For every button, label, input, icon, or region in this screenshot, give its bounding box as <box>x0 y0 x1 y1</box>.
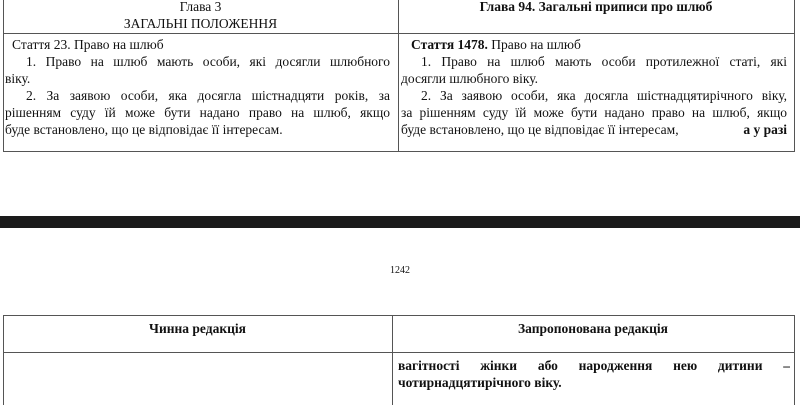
paragraph-bold-text: а у разі <box>743 122 787 137</box>
paragraph-line: буде встановлено, що це відповідає її інтересам. <box>5 122 283 137</box>
paragraph-line: 2. За заявою особи, яка досягла шістнадцяти років, за <box>26 88 390 103</box>
paragraph-line: рішенням суду їй може бути надано право на шлюб, якщо <box>5 105 390 120</box>
chapter-label: Глава 3 <box>179 0 222 14</box>
article-number: Стаття 1478. <box>411 37 488 52</box>
article-title: Право на шлюб <box>487 37 581 52</box>
chapter-title: Глава 94. Загальні приписи про шлюб <box>479 0 713 14</box>
paragraph-line: за рішенням суду їй може бути надано право на шлюб, якщо <box>401 105 787 120</box>
paragraph-line: досягли шлюбного віку. <box>401 71 538 86</box>
article-heading: Стаття 23. Право на шлюб <box>12 37 164 52</box>
paragraph-text: буде встановлено, що це відповідає її інтересам, <box>401 122 679 137</box>
table-header-rule <box>3 33 795 34</box>
paragraph-line: віку. <box>5 71 31 86</box>
page-number: 1242 <box>390 265 410 276</box>
paragraph-line <box>401 121 787 138</box>
paragraph-line: чотирнадцятирічного віку. <box>398 375 562 390</box>
table-column-divider <box>398 0 399 152</box>
table-top-rule <box>3 315 795 316</box>
article-heading <box>411 36 581 53</box>
paragraph-line: 1. Право на шлюб мають особи протилежної статі, які <box>421 54 787 69</box>
paragraph-line: вагітності жінки або народження нею дитини – <box>398 358 790 373</box>
page-break-bar <box>0 216 800 228</box>
column-header-current: Чинна редакція <box>149 321 246 336</box>
section-title: ЗАГАЛЬНІ ПОЛОЖЕННЯ <box>123 16 278 31</box>
table-bottom-rule <box>3 151 795 152</box>
paragraph-line: 2. За заявою особи, яка досягла шістнадцятирічного віку, <box>421 88 787 103</box>
paragraph-line: 1. Право на шлюб мають особи, які досягли шлюбного <box>26 54 390 69</box>
table-border-right <box>794 0 795 152</box>
table-border-right <box>794 315 795 405</box>
table-header-rule <box>3 352 795 353</box>
column-header-proposed: Запропонована редакція <box>518 321 668 336</box>
